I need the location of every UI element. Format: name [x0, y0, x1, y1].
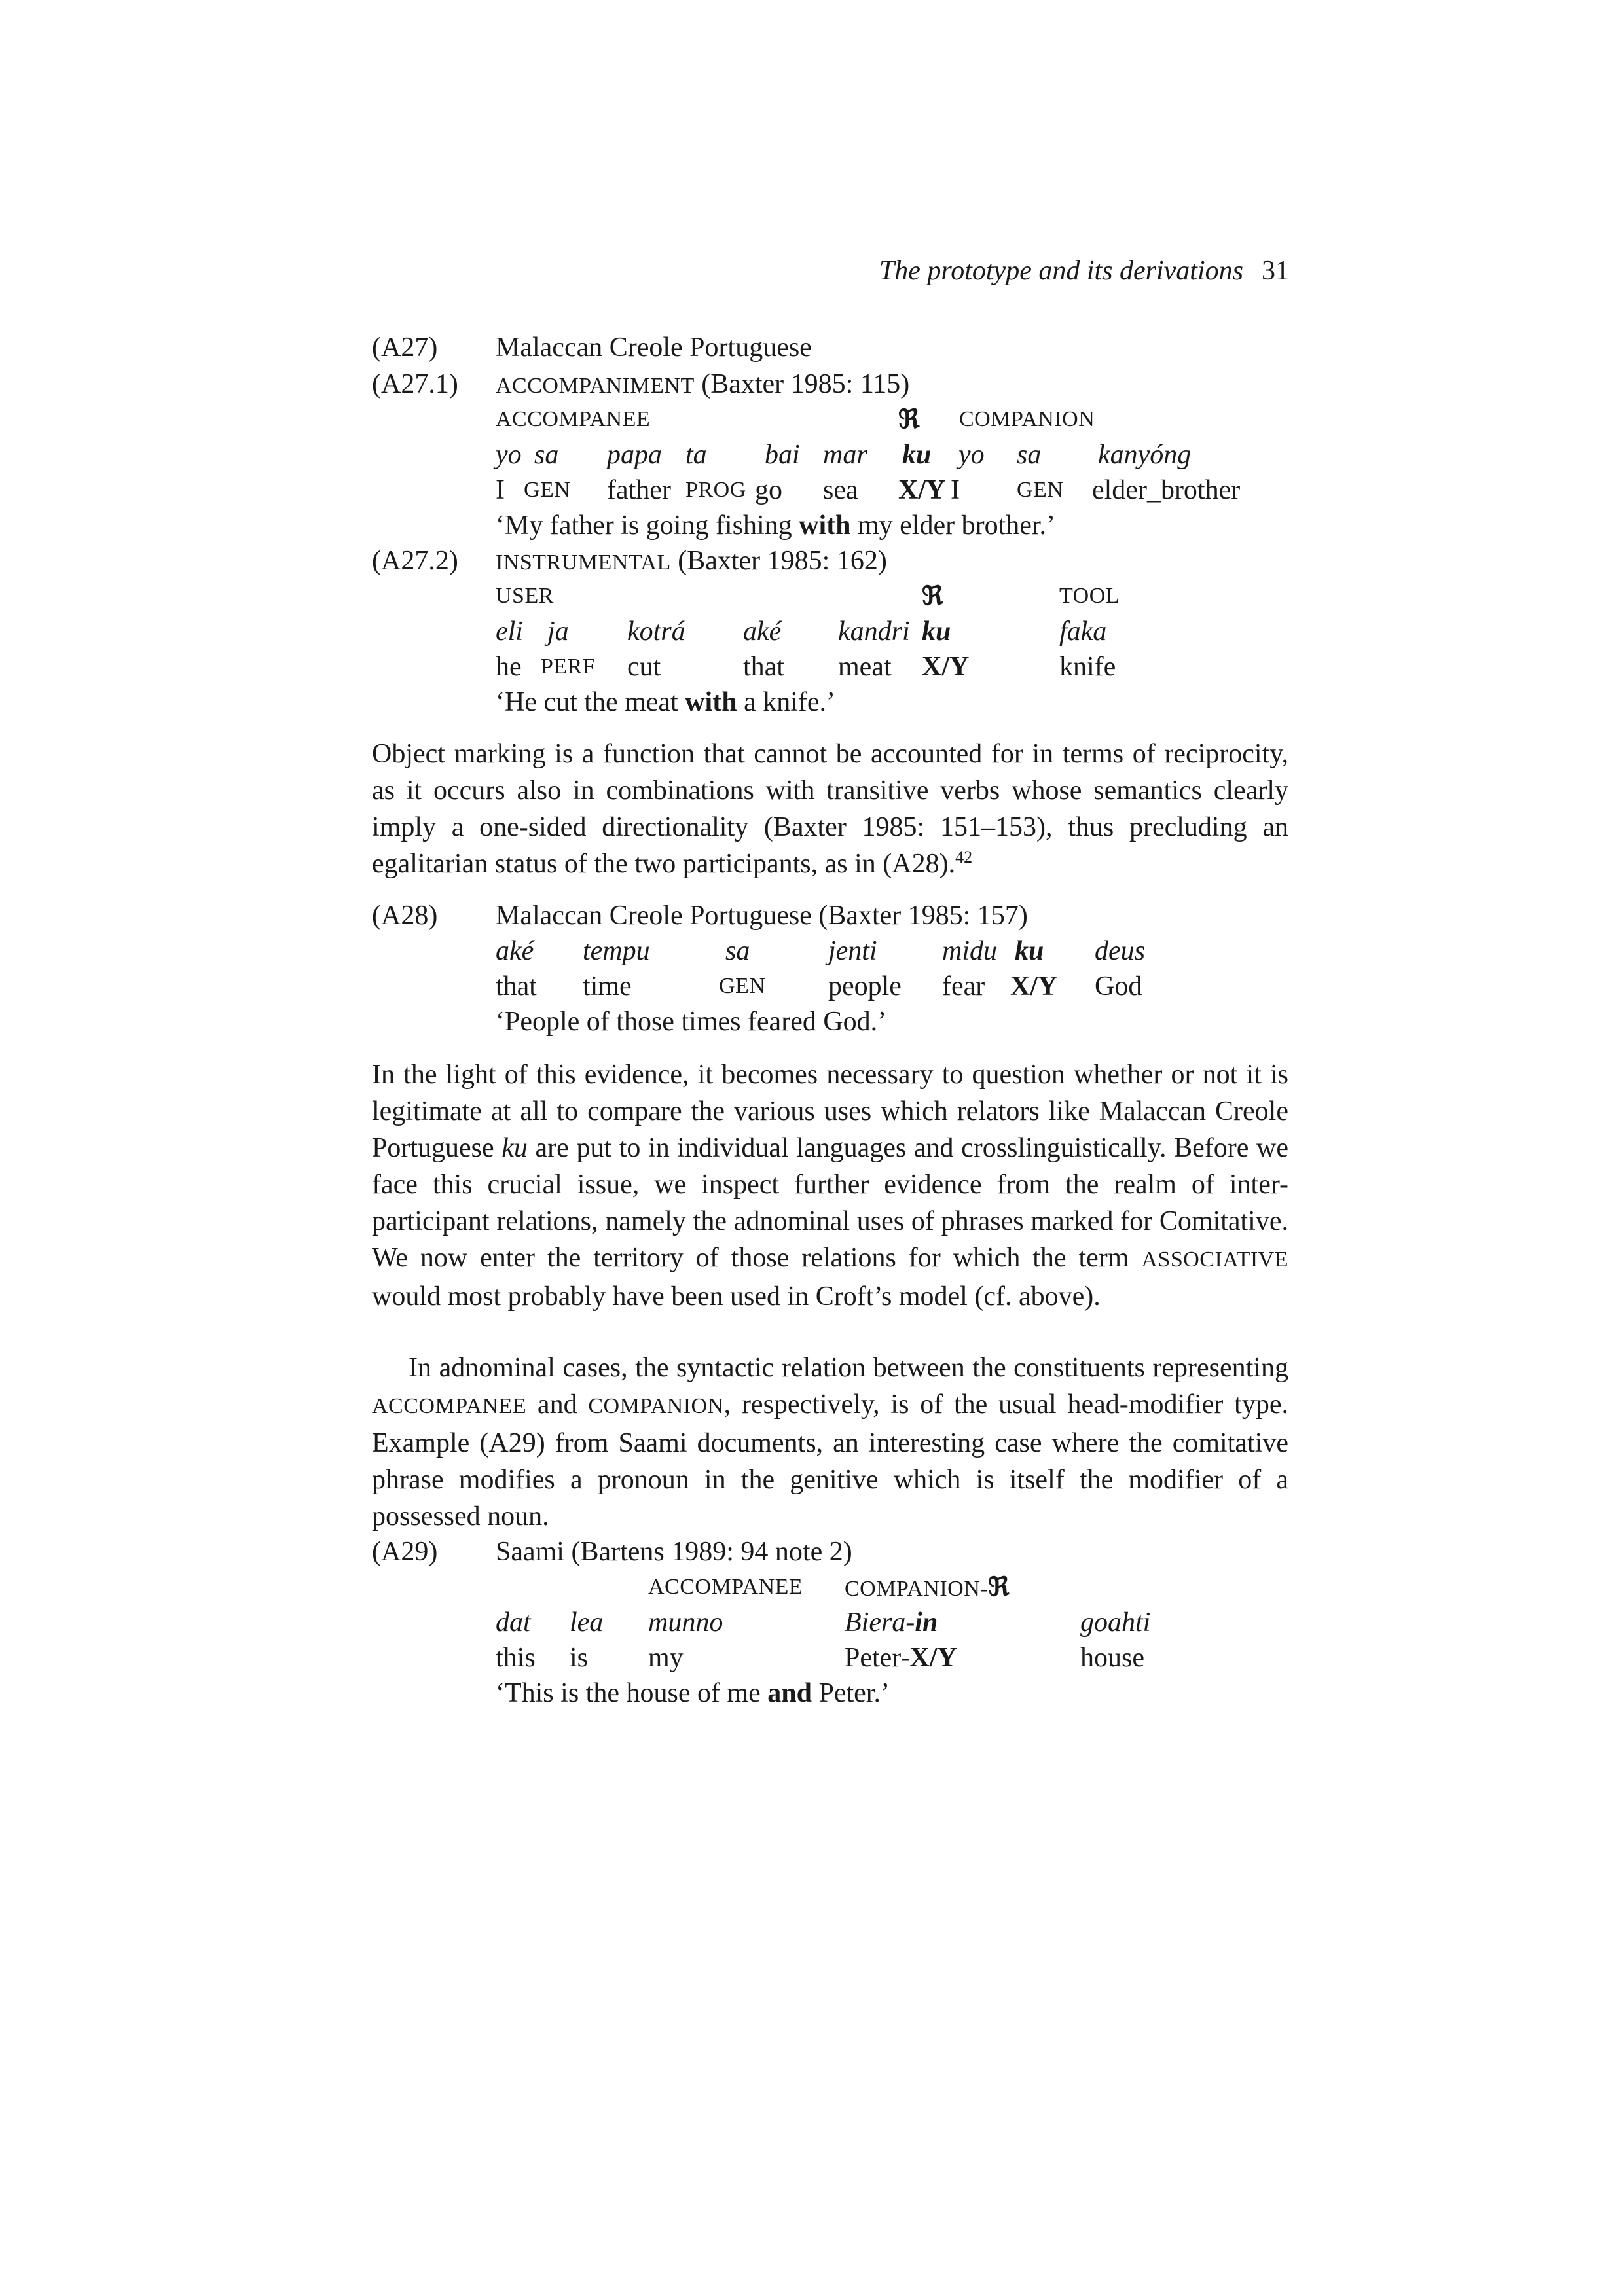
- role-label: USER: [496, 584, 554, 608]
- relator-symbol: ℜ: [988, 1571, 1010, 1602]
- paragraph-text: , respectively, is of the usual head-modifier type. Example (A29) from Saami documents, an interesting case where the comitative phrase modifies a pronoun in the genitive which is itself the modifier of a possessed noun.: [372, 1390, 1288, 1532]
- example-language: Saami (Bartens 1989: 94 note 2): [496, 1537, 852, 1567]
- page-number: 31: [1262, 256, 1289, 286]
- word-stem: Biera-: [845, 1607, 915, 1638]
- example-number: (A29): [372, 1537, 438, 1567]
- example-language: Malaccan Creole Portuguese: [496, 332, 812, 363]
- interlinear-gloss: X/Y: [898, 475, 946, 505]
- interlinear-word: kanyóng: [1098, 440, 1192, 470]
- interlinear-word: sa: [725, 936, 750, 966]
- interlinear-gloss: knife: [1059, 652, 1116, 682]
- subexample-number: (A27.1): [372, 369, 458, 399]
- translation-emphasis: and: [767, 1678, 812, 1708]
- interlinear-word: ku: [1015, 936, 1044, 966]
- role-label: ACCOMPANEE: [648, 1575, 803, 1599]
- interlinear-gloss: cut: [627, 652, 661, 682]
- example-number: (A27): [372, 332, 438, 363]
- subexample-label: [496, 543, 887, 581]
- interlinear-gloss: people: [828, 971, 902, 1001]
- interlinear-gloss: elder_brother: [1092, 475, 1241, 505]
- interlinear-word: aké: [496, 936, 534, 966]
- interlinear-gloss: I: [496, 475, 505, 505]
- interlinear-gloss: PERF: [541, 655, 596, 679]
- interlinear-gloss: this: [496, 1643, 536, 1673]
- interlinear-gloss: meat: [838, 652, 892, 682]
- paragraph-text: would most probably have been used in Croft’s model (cf. above).: [372, 1282, 1101, 1312]
- interlinear-word: bai: [765, 440, 800, 470]
- running-header: [879, 255, 1289, 287]
- interlinear-word: lea: [570, 1607, 604, 1638]
- interlinear-word: kandri: [838, 617, 910, 647]
- subexample-label: [496, 367, 909, 404]
- interlinear-gloss: PROG: [685, 478, 746, 502]
- interlinear-word: [845, 1605, 938, 1640]
- interlinear-word: deus: [1095, 936, 1145, 966]
- interlinear-gloss: sea: [823, 475, 858, 505]
- interlinear-gloss: father: [607, 475, 671, 505]
- interlinear-gloss: God: [1095, 971, 1142, 1001]
- interlinear-gloss: [845, 1640, 957, 1676]
- interlinear-gloss: fear: [942, 971, 985, 1001]
- technical-term: COMPANION: [588, 1394, 724, 1418]
- interlinear-gloss: that: [743, 652, 784, 682]
- interlinear-word: jenti: [828, 936, 877, 966]
- paragraph-text: Object marking is a function that cannot be accounted for in terms of reciprocity, as it occurs also in combinations with transitive verbs whose semantics clearly imply a one-sided directionality (Baxter 1985: 151–153), thus precluding an egalitarian status of the two participants, as in (A28).: [372, 739, 1288, 879]
- body-paragraph: [372, 736, 1288, 882]
- translation-text: a knife.’: [737, 687, 835, 717]
- relator-symbol: ℜ: [922, 581, 943, 611]
- interlinear-word: papa: [607, 440, 662, 470]
- paragraph-text: In the light of this evidence, it becomes necessary to question whether or not it is legitimate at all to compare the various uses which relators like Malaccan Creole Portuguese: [372, 1060, 1288, 1163]
- role-label: [845, 1570, 1010, 1607]
- role-label: ACCOMPANEE: [496, 407, 651, 431]
- translation-emphasis: with: [799, 511, 851, 541]
- subexample-number: (A27.2): [372, 546, 458, 576]
- translation-text: my elder brother.’: [850, 511, 1056, 541]
- source-citation: (Baxter 1985: 115): [694, 369, 910, 399]
- footnote-marker[interactable]: 42: [955, 848, 973, 867]
- free-translation: [496, 508, 1055, 543]
- interlinear-gloss: is: [570, 1643, 589, 1673]
- paragraph-text: In adnominal cases, the syntactic relation between the constituents representing: [409, 1353, 1288, 1383]
- body-paragraph: [372, 1350, 1288, 1535]
- interlinear-word: eli: [496, 617, 523, 647]
- interlinear-word: dat: [496, 1607, 531, 1638]
- interlinear-word: sa: [1017, 440, 1042, 470]
- translation-text: ‘My father is going fishing: [496, 511, 799, 541]
- interlinear-word: sa: [534, 440, 559, 470]
- role-label: COMPANION: [959, 407, 1095, 431]
- interlinear-word: midu: [942, 936, 997, 966]
- interlinear-word: ja: [547, 617, 569, 647]
- gloss-stem: Peter-: [845, 1643, 910, 1673]
- interlinear-word: kotrá: [627, 617, 685, 647]
- example-language: Malaccan Creole Portuguese (Baxter 1985: 157): [496, 901, 1028, 931]
- interlinear-word: ta: [685, 440, 707, 470]
- interlinear-gloss: house: [1080, 1643, 1144, 1673]
- interlinear-gloss: he: [496, 652, 522, 682]
- interlinear-word: munno: [648, 1607, 723, 1638]
- interlinear-gloss: time: [583, 971, 632, 1001]
- interlinear-word: yo: [496, 440, 522, 470]
- interlinear-word: goahti: [1080, 1607, 1151, 1638]
- interlinear-word: faka: [1059, 617, 1107, 647]
- word-suffix: in: [915, 1607, 938, 1638]
- translation-emphasis: with: [685, 687, 737, 717]
- body-paragraph: [372, 1056, 1288, 1315]
- function-label: ACCOMPANIMENT: [496, 374, 695, 398]
- role-label: TOOL: [1059, 584, 1120, 608]
- role-label-text: COMPANION-: [845, 1577, 989, 1601]
- free-translation: ‘People of those times feared God.’: [496, 1007, 887, 1037]
- translation-text: ‘He cut the meat: [496, 687, 685, 717]
- interlinear-gloss: GEN: [719, 974, 766, 998]
- object-language-term: ku: [501, 1133, 528, 1163]
- paragraph-text: are put to in individual languages and crosslinguistically. Before we face this crucial issue, we inspect further evidence from the realm of inter-participant relations, namely the adnominal uses of phrases marked for Comitative. We now enter the territory of those relations for which the term: [372, 1133, 1288, 1273]
- interlinear-gloss: GEN: [524, 478, 571, 502]
- interlinear-word: ku: [922, 617, 951, 647]
- interlinear-word: aké: [743, 617, 782, 647]
- interlinear-gloss: GEN: [1017, 478, 1064, 502]
- interlinear-gloss: that: [496, 971, 537, 1001]
- technical-term: ASSOCIATIVE: [1141, 1247, 1288, 1272]
- interlinear-word: tempu: [583, 936, 650, 966]
- technical-term: ACCOMPANEE: [372, 1394, 527, 1418]
- interlinear-gloss: X/Y: [922, 652, 970, 682]
- gloss-suffix: X/Y: [909, 1643, 957, 1673]
- relator-symbol: ℜ: [898, 404, 920, 435]
- interlinear-word: ku: [902, 440, 932, 470]
- translation-text: Peter.’: [811, 1678, 890, 1708]
- interlinear-gloss: I: [951, 475, 960, 505]
- interlinear-gloss: my: [648, 1643, 684, 1673]
- interlinear-word: yo: [958, 440, 985, 470]
- source-citation: (Baxter 1985: 162): [670, 546, 887, 576]
- example-number: (A28): [372, 901, 438, 931]
- translation-text: ‘This is the house of me: [496, 1678, 768, 1708]
- header-title: The prototype and its derivations: [879, 256, 1243, 286]
- function-label: INSTRUMENTAL: [496, 550, 671, 575]
- paragraph-text: and: [526, 1390, 589, 1420]
- free-translation: [496, 1676, 890, 1711]
- free-translation: [496, 685, 835, 720]
- interlinear-gloss: go: [755, 475, 782, 505]
- interlinear-gloss: X/Y: [1010, 971, 1058, 1001]
- interlinear-word: mar: [823, 440, 867, 470]
